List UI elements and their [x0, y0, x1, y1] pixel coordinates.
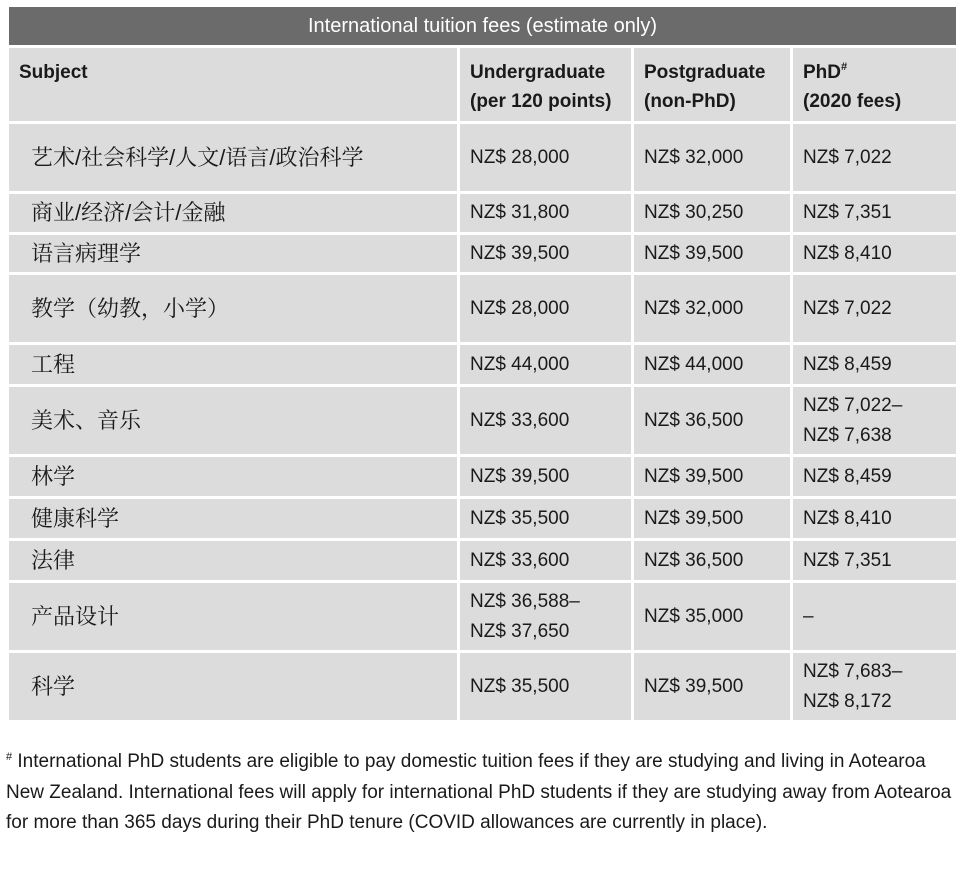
table-row [9, 653, 956, 723]
cell-undergraduate: NZ$ 31,800 [460, 194, 634, 235]
cell-undergraduate: NZ$ 35,500 [460, 653, 634, 723]
cell-subject: 产品设计 [9, 583, 460, 653]
cell-phd: NZ$ 7,683– NZ$ 8,172 [793, 653, 956, 723]
cell-undergraduate: NZ$ 35,500 [460, 499, 634, 541]
header-subject: Subject [9, 48, 460, 124]
cell-subject: 美术、音乐 [9, 387, 460, 457]
cell-postgraduate: NZ$ 39,500 [634, 457, 793, 499]
table-row [9, 275, 956, 345]
cell-postgraduate: NZ$ 36,500 [634, 387, 793, 457]
header-phd: PhD# (2020 fees) [793, 48, 956, 124]
cell-postgraduate: NZ$ 39,500 [634, 653, 793, 723]
cell-postgraduate: NZ$ 44,000 [634, 345, 793, 387]
cell-undergraduate: NZ$ 28,000 [460, 275, 634, 345]
cell-phd: NZ$ 7,022 [793, 275, 956, 345]
cell-subject: 工程 [9, 345, 460, 387]
cell-postgraduate: NZ$ 39,500 [634, 235, 793, 275]
table-row [9, 541, 956, 583]
cell-postgraduate: NZ$ 32,000 [634, 124, 793, 194]
cell-undergraduate: NZ$ 28,000 [460, 124, 634, 194]
cell-undergraduate: NZ$ 36,588– NZ$ 37,650 [460, 583, 634, 653]
cell-undergraduate: NZ$ 33,600 [460, 387, 634, 457]
cell-subject: 科学 [9, 653, 460, 723]
cell-subject: 林学 [9, 457, 460, 499]
cell-postgraduate: NZ$ 36,500 [634, 541, 793, 583]
cell-undergraduate: NZ$ 39,500 [460, 235, 634, 275]
table-row [9, 457, 956, 499]
cell-postgraduate: NZ$ 32,000 [634, 275, 793, 345]
table-row [9, 583, 956, 653]
table-row [9, 387, 956, 457]
cell-subject: 语言病理学 [9, 235, 460, 275]
cell-phd: NZ$ 7,022 [793, 124, 956, 194]
cell-postgraduate: NZ$ 39,500 [634, 499, 793, 541]
cell-phd: NZ$ 7,022– NZ$ 7,638 [793, 387, 956, 457]
cell-undergraduate: NZ$ 44,000 [460, 345, 634, 387]
footnote-text: International PhD students are eligible to pay domestic tuition fees if they are studying and living in Aotearoa New Zealand. International fees will apply for international PhD students if they are studying away from Aotearoa for more than 365 days during their PhD tenure (COVID allowances are currently in place). [6, 751, 952, 833]
table-row [9, 124, 956, 194]
cell-subject: 商业/经济/会计/金融 [9, 194, 460, 235]
cell-phd: NZ$ 7,351 [793, 194, 956, 235]
cell-postgraduate: NZ$ 30,250 [634, 194, 793, 235]
cell-undergraduate: NZ$ 33,600 [460, 541, 634, 583]
cell-phd: NZ$ 8,459 [793, 345, 956, 387]
cell-phd: NZ$ 8,410 [793, 235, 956, 275]
footnote [6, 747, 956, 839]
cell-phd: – [793, 583, 956, 653]
table-row [9, 499, 956, 541]
cell-postgraduate: NZ$ 35,000 [634, 583, 793, 653]
cell-subject: 健康科学 [9, 499, 460, 541]
table-row [9, 194, 956, 235]
cell-phd: NZ$ 7,351 [793, 541, 956, 583]
table-row [9, 235, 956, 275]
header-row [9, 48, 956, 124]
table-row [9, 345, 956, 387]
cell-subject: 艺术/社会科学/人文/语言/政治科学 [9, 124, 460, 194]
fees-table-container [9, 7, 956, 723]
cell-subject: 教学（幼教，小学） [9, 275, 460, 345]
footnote-marker: # [841, 61, 848, 73]
table-title: International tuition fees (estimate only) [9, 7, 956, 48]
header-undergraduate: Undergraduate (per 120 points) [460, 48, 634, 124]
header-postgraduate: Postgraduate (non-PhD) [634, 48, 793, 124]
fees-table [9, 48, 956, 723]
cell-phd: NZ$ 8,410 [793, 499, 956, 541]
cell-phd: NZ$ 8,459 [793, 457, 956, 499]
footnote-marker: # [6, 751, 13, 763]
cell-undergraduate: NZ$ 39,500 [460, 457, 634, 499]
cell-subject: 法律 [9, 541, 460, 583]
